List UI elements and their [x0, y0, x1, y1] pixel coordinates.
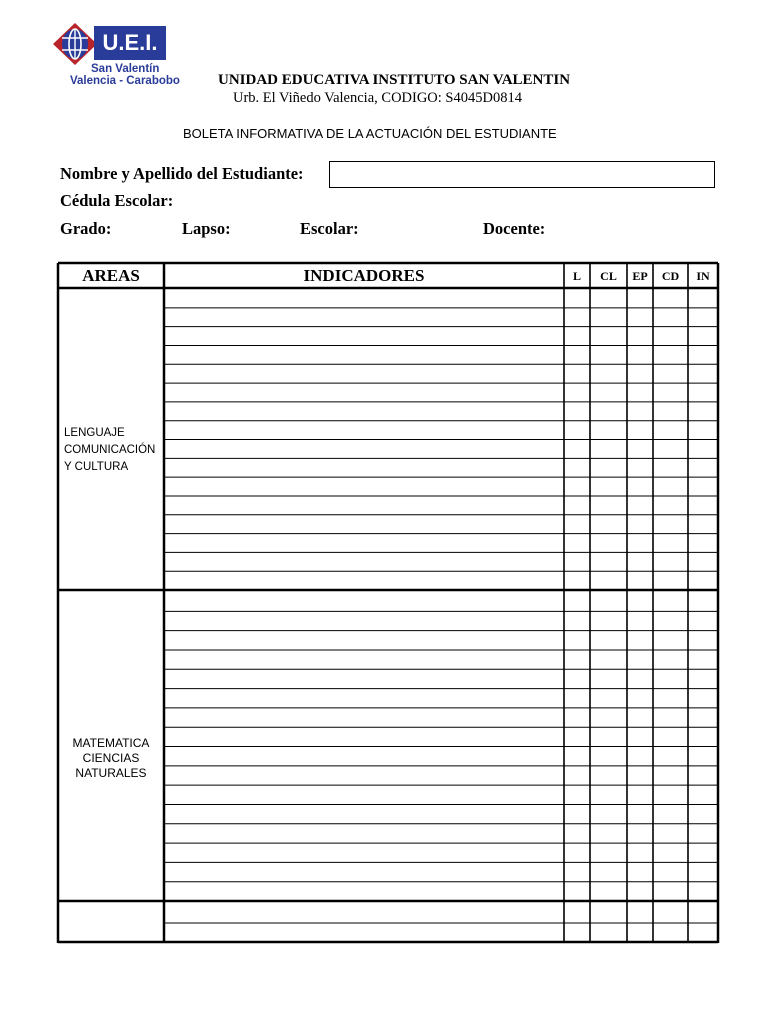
school-year-label: Escolar:	[300, 219, 359, 238]
id-label: Cédula Escolar:	[60, 191, 174, 210]
logo-line-2: Valencia - Carabobo	[70, 75, 180, 87]
document-title: BOLETA INFORMATIVA DE LA ACTUACIÓN DEL ESTUDIANTE	[183, 126, 557, 141]
area-lenguaje: LENGUAJE COMUNICACIÓN Y CULTURA	[64, 427, 156, 473]
grade-header-l: L	[572, 269, 581, 283]
school-name: UNIDAD EDUCATIVA INSTITUTO SAN VALENTIN	[218, 72, 571, 88]
logo-initials: U.E.I.	[94, 26, 166, 60]
area-matematica: MATEMATICA CIENCIAS NATURALES	[72, 736, 150, 780]
grade-label: Grado:	[60, 219, 112, 238]
logo-line-1: San Valentín	[91, 63, 160, 75]
school-address: Urb. El Viñedo Valencia, CODIGO: S4045D0814	[233, 90, 522, 106]
grade-header-cl: CL	[600, 269, 617, 283]
grade-header-in: IN	[696, 269, 710, 283]
student-name-label: Nombre y Apellido del Estudiante:	[60, 164, 304, 183]
term-label: Lapso:	[182, 219, 231, 238]
grade-header-ep: EP	[632, 269, 648, 283]
grade-header-cd: CD	[661, 269, 680, 283]
indicators-header: INDICADORES	[303, 266, 425, 285]
teacher-label: Docente:	[483, 219, 546, 238]
areas-header: AREAS	[82, 266, 140, 285]
